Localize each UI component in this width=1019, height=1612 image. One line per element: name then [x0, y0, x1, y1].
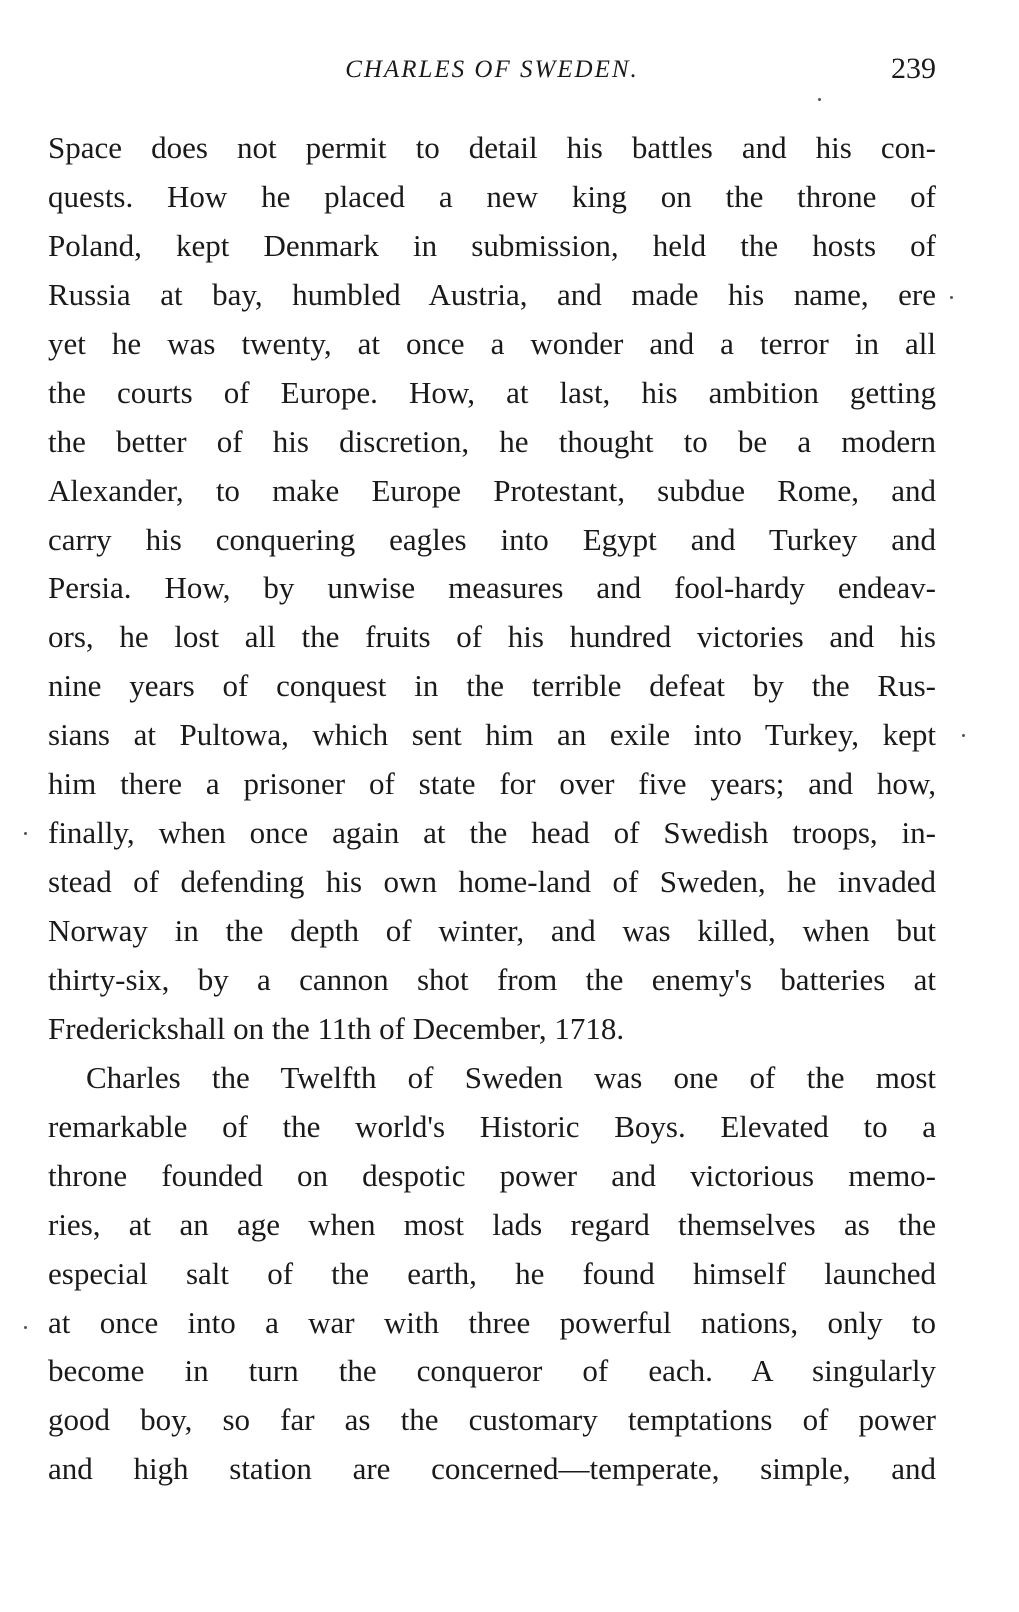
- text-line: him there a prisoner of state for over five years; and how,: [48, 766, 936, 802]
- text-line: yet he was twenty, at once a wonder and a terror in all: [48, 325, 936, 361]
- text-line: nine years of conquest in the terrible defeat by the Rus-: [48, 668, 936, 704]
- text-line: become in turn the conqueror of each. A singularly: [48, 1353, 936, 1389]
- text-line: the courts of Europe. How, at last, his ambition getting: [48, 374, 936, 410]
- text-line: Frederickshall on the 11th of December, 1718.: [48, 1010, 625, 1046]
- running-head: [48, 52, 936, 92]
- text-line: Charles the Twelfth of Sweden was one of the most: [86, 1059, 936, 1095]
- text-line: carry his conquering eagles into Egypt and Turkey and: [48, 521, 936, 557]
- text-line: stead of defending his own home-land of Sweden, he invaded: [48, 864, 936, 900]
- text-line: thirty-six, by a cannon shot from the enemy's batteries at: [48, 961, 936, 997]
- scan-speck: [24, 1326, 27, 1329]
- text-line: Russia at bay, humbled Austria, and made his name, ere: [48, 276, 936, 312]
- text-line: ries, at an age when most lads regard themselves as the: [48, 1206, 936, 1242]
- scan-speck: [818, 98, 821, 101]
- text-line: good boy, so far as the customary temptations of power: [48, 1402, 936, 1438]
- page-number: 239: [891, 52, 936, 85]
- text-line: especial salt of the earth, he found himself launched: [48, 1255, 936, 1291]
- text-line: Persia. How, by unwise measures and fool-hardy endeav-: [48, 570, 936, 606]
- text-line: at once into a war with three powerful nations, only to: [48, 1304, 936, 1340]
- text-line: finally, when once again at the head of Swedish troops, in-: [48, 815, 936, 851]
- text-line: sians at Pultowa, which sent him an exile into Turkey, kept: [48, 717, 936, 753]
- text-line: and high station are concerned—temperate, simple, and: [48, 1451, 936, 1487]
- scan-speck: [962, 734, 965, 737]
- text-line: remarkable of the world's Historic Boys. Elevated to a: [48, 1108, 936, 1144]
- text-line: ors, he lost all the fruits of his hundred victories and his: [48, 619, 936, 655]
- text-line: quests. How he placed a new king on the throne of: [48, 178, 936, 214]
- text-line: Norway in the depth of winter, and was killed, when but: [48, 913, 936, 948]
- running-title: CHARLES OF SWEDEN.: [345, 56, 639, 83]
- body-text: [48, 124, 936, 1494]
- text-line: the better of his discretion, he thought to be a modern: [48, 423, 936, 459]
- text-line: Poland, kept Denmark in submission, held the hosts of: [48, 227, 936, 263]
- scan-speck: [24, 832, 27, 835]
- text-line: Space does not permit to detail his battles and his con-: [48, 130, 936, 165]
- text-line: throne founded on despotic power and victorious memo-: [48, 1157, 936, 1193]
- text-line: Alexander, to make Europe Protestant, subdue Rome, and: [48, 472, 936, 508]
- scan-speck: [950, 296, 953, 299]
